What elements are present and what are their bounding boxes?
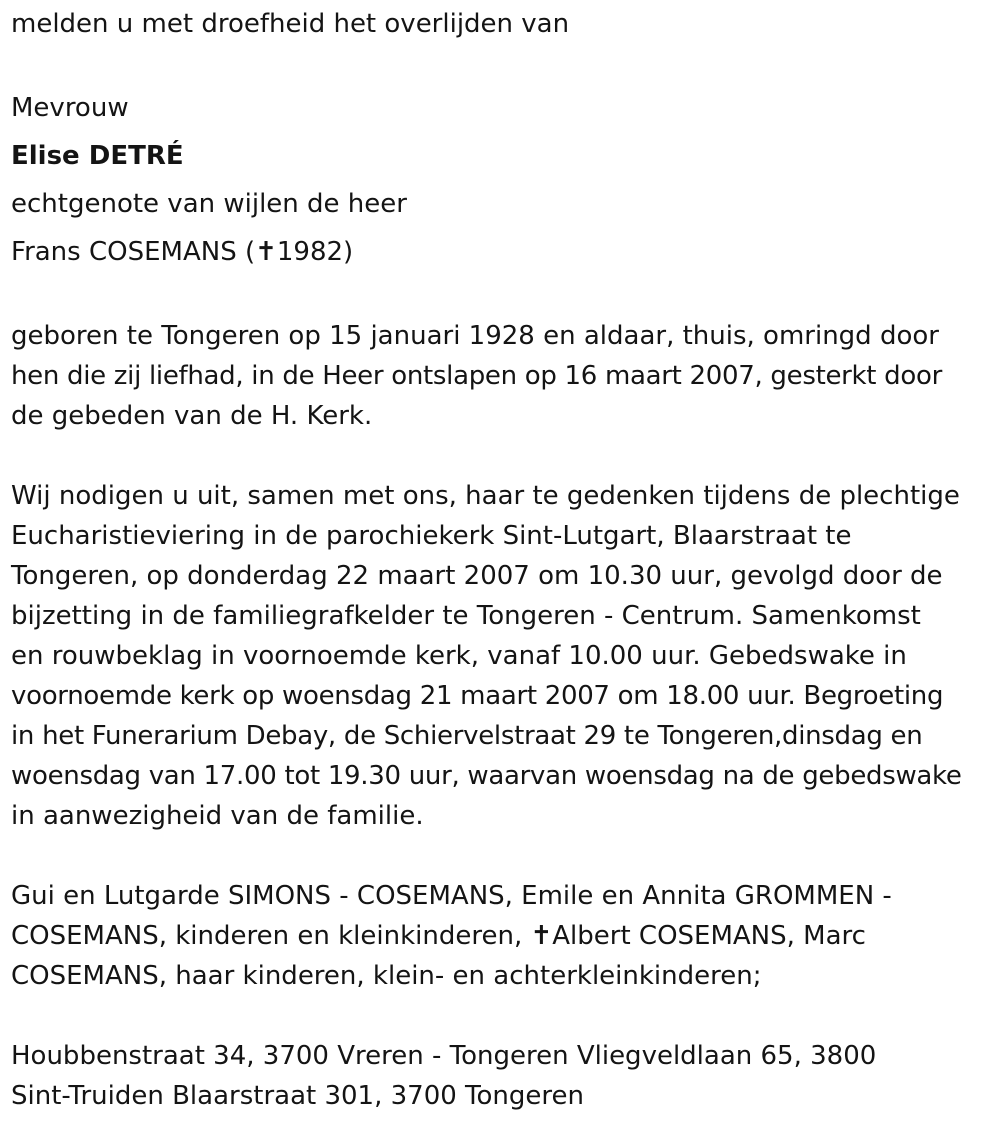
birth-death-line: hen die zij liefhad, in de Heer ontslapen op 16 maart 2007, gesterkt door bbox=[11, 361, 942, 391]
family-line: COSEMANS, kinderen en kleinkinderen, ✝Albert COSEMANS, Marc bbox=[11, 921, 866, 951]
ceremony-line: in het Funerarium Debay, de Schiervelstraat 29 te Tongeren,dinsdag en bbox=[11, 721, 923, 751]
addresses-paragraph bbox=[11, 1036, 988, 1116]
ceremony-line: bijzetting in de familiegrafkelder te Tongeren - Centrum. Samenkomst bbox=[11, 601, 921, 631]
ceremony-line: in aanwezigheid van de familie. bbox=[11, 801, 424, 831]
ceremony-line: Tongeren, op donderdag 22 maart 2007 om 10.30 uur, gevolgd door de bbox=[11, 561, 943, 591]
spouse-name: Frans COSEMANS (✝1982) bbox=[11, 237, 354, 267]
ceremony-line: Wij nodigen u uit, samen met ons, haar te gedenken tijdens de plechtige bbox=[11, 481, 960, 511]
ceremony-line: en rouwbeklag in voornoemde kerk, vanaf 10.00 uur. Gebedswake in bbox=[11, 641, 907, 671]
intro-text: melden u met droefheid het overlijden van bbox=[11, 9, 570, 39]
family-line: COSEMANS, haar kinderen, klein- en achterkleinkinderen; bbox=[11, 961, 762, 991]
ceremony-paragraph bbox=[11, 476, 988, 836]
ceremony-line: Eucharistieviering in de parochiekerk Sint-Lutgart, Blaarstraat te bbox=[11, 521, 852, 551]
family-line: Gui en Lutgarde SIMONS - COSEMANS, Emile en Annita GROMMEN - bbox=[11, 881, 892, 911]
deceased-name: Elise DETRÉ bbox=[11, 141, 184, 171]
deceased-identity bbox=[11, 84, 988, 276]
birth-death-paragraph bbox=[11, 316, 988, 436]
birth-death-line: de gebeden van de H. Kerk. bbox=[11, 401, 373, 431]
ceremony-line: voornoemde kerk op woensdag 21 maart 2007 om 18.00 uur. Begroeting bbox=[11, 681, 944, 711]
deceased-title: Mevrouw bbox=[11, 93, 129, 123]
birth-death-line: geboren te Tongeren op 15 januari 1928 en aldaar, thuis, omringd door bbox=[11, 321, 939, 351]
address-line: Sint-Truiden Blaarstraat 301, 3700 Tongeren bbox=[11, 1081, 584, 1111]
ceremony-line: woensdag van 17.00 tot 19.30 uur, waarvan woensdag na de gebedswake bbox=[11, 761, 962, 791]
address-line: Houbbenstraat 34, 3700 Vreren - Tongeren Vliegveldlaan 65, 3800 bbox=[11, 1041, 877, 1071]
deceased-relation: echtgenote van wijlen de heer bbox=[11, 189, 407, 219]
family-paragraph bbox=[11, 876, 988, 996]
